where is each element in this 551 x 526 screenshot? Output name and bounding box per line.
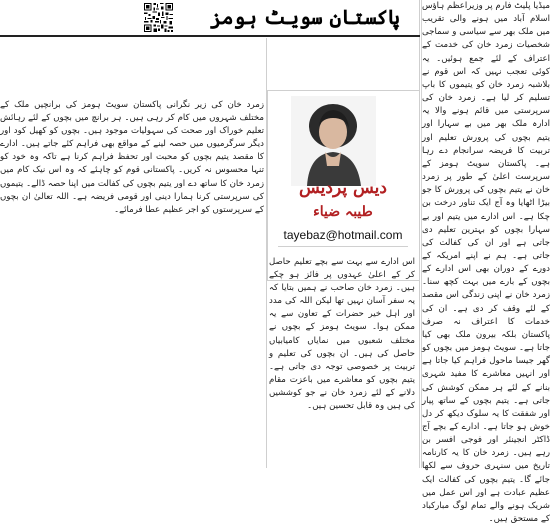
- column-left: [0, 90, 264, 468]
- header-rule: [0, 35, 420, 37]
- column-right-text: میڈیا پلیٹ فارم پر وزیراعظم ہاؤس اسلام آباد میں ہونے والی تقریب میں ملک بھر سے سیاسی و سماجی شخصیات زمرد خان کی خدمت کے اعتراف کے لئے جمع ہوئیں۔ یہ کوئی تعجب نہیں کہ اس قوم نے بلاشبہ زمرد خان کو یتیموں کا باپ تسلیم کر لیا ہے۔ زمرد خان کی سرپرستی میں قائم ہونے والا یہ ادارہ ملک بھر میں بے سہارا اور یتیم بچوں کی پرورش تعلیم اور تربیت کا فریضہ سرانجام دے رہا ہے۔ پاکستان سویٹ ہومز کے سرپرست اعلیٰ کے طور پر زمرد خان نے یتیم بچوں کی پرورش کا جو بیڑا اٹھایا وہ آج ایک تناور درخت بن چکا ہے۔ اس ادارے میں یتیم اور بے سہارا بچوں کو بہترین تعلیم دی جاتی ہے اور ان کی کفالت کی جاتی ہے۔ ہم نے اپنے امریکہ کے دورے کے دوران بھی اس ادارے کے بچوں کے بارے میں بہت کچھ سنا۔ زمرد خان نے اپنی زندگی اس مقصد کے لئے وقف کر دی ہے۔ ان کی خدمات کا اعتراف نہ صرف پاکستان بلکہ بیرون ملک بھی کیا جاتا ہے۔ سویٹ ہومز میں بچوں کو گھر جیسا ماحول فراہم کیا جاتا ہے اور انہیں معاشرے کا مفید شہری بنانے کے لئے ہر ممکن کوشش کی جاتی ہے۔ یتیم بچوں کے ساتھ پیار اور شفقت کا یہ سلوک دیکھ کر دل خوش ہو جاتا ہے۔ ادارے کے بچے آج ڈاکٹر انجینئر اور فوجی افسر بن رہے ہیں۔ زمرد خان کا یہ کارنامہ تاریخ میں سنہری حروف سے لکھا جائے گا۔ یتیم بچوں کی کفالت ایک عظیم عبادت ہے اور اس عمل میں شریک ہونے والے تمام لوگ مبارکباد کے مستحق ہیں۔: [422, 1, 550, 525]
- column-right: [421, 0, 551, 525]
- column-left-text: زمرد خان کی زیر نگرانی پاکستان سویٹ ہومز کی برانچیں ملک کے مختلف شہروں میں کام کر رہی ہیں۔ ہر برانچ میں بچوں کے لئے رہائش تعلیم خوراک اور صحت کی سہولیات موجود ہیں۔ بچوں کو کھیل کود اور دیگر سرگرمیوں میں حصہ لینے کے مواقع بھی فراہم کئے جاتے ہیں۔ ادارے کا مقصد یتیم بچوں کو محبت اور تحفظ فراہم کرنا ہے تاکہ وہ خود کو تنہا محسوس نہ کریں۔ پاکستانی قوم کو چاہئے کہ وہ اس نیک کام میں زمرد خان کا ساتھ دے اور یتیم بچوں کی کفالت میں اپنا حصہ ڈالے۔ یتیموں کی سرپرستی کرنا ہمارا دینی اور قومی فریضہ ہے۔ اللہ تعالیٰ ان بچوں کے سرپرستوں کو اجر عظیم عطا فرمائے۔: [0, 99, 264, 215]
- author-email: tayebaz@hotmail.com: [283, 228, 403, 242]
- article-title: پاکستان سویٹ ہومز: [210, 5, 400, 29]
- column-middle: [269, 247, 415, 468]
- article-header: [0, 0, 420, 38]
- column-name-heading: دیس پردیس: [299, 178, 387, 198]
- column-divider: [266, 38, 267, 468]
- qr-code-icon: [143, 2, 174, 33]
- author-name: طیبہ ضیاء: [313, 204, 373, 220]
- author-photo: [291, 96, 376, 186]
- column-middle-text: اس ادارے سے بہت سے بچے تعلیم حاصل کر کے اعلیٰ عہدوں پر فائز ہو چکے ہیں۔ زمرد خان صاحب نے ہمیں بتایا کہ یہ سفر آسان نہیں تھا لیکن اللہ کی مدد اور اہل خیر حضرات کے تعاون سے یہ ممکن ہوا۔ سویٹ ہومز کے بچوں نے مختلف شعبوں میں نمایاں کامیابیاں حاصل کی ہیں۔ ان بچوں کی تعلیم و تربیت پر خصوصی توجہ دی جاتی ہے۔ یتیم بچوں کو معاشرے میں باعزت مقام دلانے کے لئے زمرد خان نے جو کوششیں کی ہیں وہ قابل تحسین ہیں۔: [269, 256, 415, 412]
